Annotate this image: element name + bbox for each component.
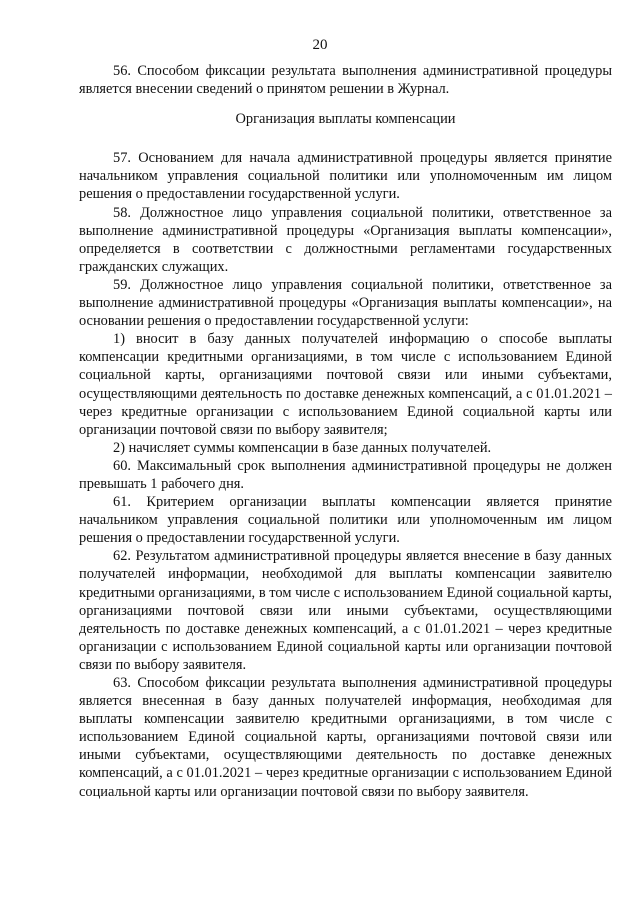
paragraph-60: 60. Максимальный срок выполнения административной процедуры не должен превышать 1 рабочего дня. — [79, 457, 612, 492]
paragraph-61: 61. Критерием организации выплаты компенсации является принятие начальником управления социальной политики или уполномоченным им лицом решения о предоставлении государственной услуги. — [79, 494, 612, 547]
paragraph-59: 59. Должностное лицо управления социальной политики, ответственное за выполнение административной процедуры «Организация выплаты компенсации», на основании решения о предоставлении государственной услуги: — [79, 276, 612, 330]
page-number: 20 — [312, 37, 328, 53]
section-heading: Организация выплаты компенсации — [235, 111, 456, 128]
paragraph-62: 62. Результатом административной процедуры является внесение в базу данных получателей информации, необходимой для выплаты компенсации заявителю кредитными организациями, в том числе с использованием Единой социальной карты, организациями почтовой связи или иными субъектами, осуществляющими деятельность по доставке денежных компенсаций, а с 01.01.2021 – через кредитные организации с использованием Единой социальной карты или организации почтовой связи по выбору заявителя. — [79, 548, 612, 673]
paragraph-59-item-2: 2) начисляет суммы компенсации в базе данных получателей. — [113, 439, 492, 456]
paragraph-63: 63. Способом фиксации результата выполнения административной процедуры является внесенная в базу данных получателей информация, необходимая для выплаты компенсации заявителю кредитными организациями, в том числе с использованием Единой социальной карты, организациями почтовой связи или иными субъектами, осуществляющими деятельность по доставке денежных компенсаций, а с 01.01.2021 – через кредитные организации с использованием Единой социальной карты или организации почтовой связи по выбору заявителя. — [79, 675, 612, 800]
paragraph-56: 56. Способом фиксации результата выполнения административной процедуры является внесении сведений о принятом решении в Журнал. — [79, 63, 612, 98]
paragraph-59-item-1: 1) вносит в базу данных получателей информацию о способе выплаты компенсации кредитными организациями, в том числе с использованием Единой социальной карты, организациями почтовой связи или иными субъектами, осуществляющими деятельность по доставке денежных компенсаций, а с 01.01.2021 – через кредитные организации с использованием Единой социальной карты или организации почтовой связи по выбору заявителя; — [79, 331, 612, 438]
paragraph-57: 57. Основанием для начала административной процедуры является принятие начальником управления социальной политики или уполномоченным им лицом решения о предоставлении государственной услуги. — [79, 150, 612, 203]
document-body — [79, 62, 612, 801]
paragraph-58: 58. Должностное лицо управления социальной политики, ответственное за выполнение административной процедуры «Организация выплаты компенсации», определяется в соответствии с должностными регламентами государственных гражданских служащих. — [79, 204, 612, 275]
